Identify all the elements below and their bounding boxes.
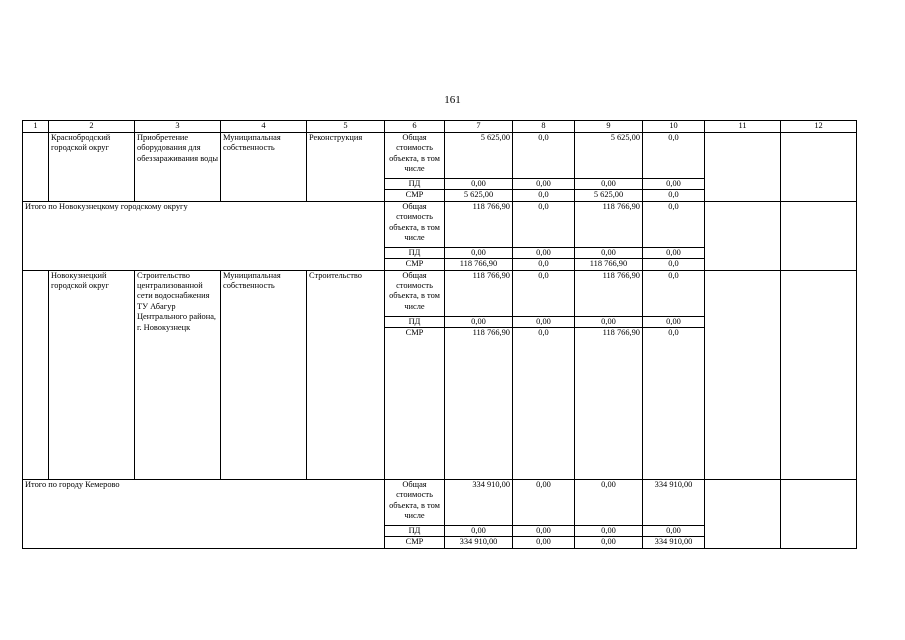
total-row (23, 201, 857, 247)
value-cell: 334 910,00 (643, 480, 705, 526)
col-header: 9 (575, 121, 643, 133)
value-cell: 0,00 (513, 179, 575, 190)
value-cell: 334 910,00 (445, 537, 513, 548)
value-cell: 0,0 (513, 133, 575, 179)
value-cell: 0,00 (513, 480, 575, 526)
work-type-cell: Строительство (307, 270, 385, 479)
value-cell: 0,00 (445, 526, 513, 537)
value-cell: 0,00 (513, 316, 575, 327)
work-type-cell: Реконструкция (307, 133, 385, 202)
value-cell: 0,00 (445, 247, 513, 258)
value-cell: 118 766,90 (445, 328, 513, 480)
indicator-cell: СМР (385, 537, 445, 548)
value-cell: 0,0 (643, 328, 705, 480)
value-cell: 0,00 (643, 179, 705, 190)
value-cell: 0,00 (575, 316, 643, 327)
page-number: 161 (444, 94, 461, 106)
value-cell: 118 766,90 (445, 201, 513, 247)
financing-table (22, 120, 857, 549)
value-cell: 118 766,90 (575, 201, 643, 247)
value-cell: 0,00 (513, 247, 575, 258)
value-cell: 0,00 (513, 526, 575, 537)
indicator-cell: СМР (385, 328, 445, 480)
value-cell: 0,00 (643, 247, 705, 258)
value-cell: 0,0 (643, 201, 705, 247)
col-header: 1 (23, 121, 49, 133)
ownership-cell: Муниципальная собственность (221, 133, 307, 202)
col-header: 3 (135, 121, 221, 133)
indicator-cell: СМР (385, 259, 445, 270)
value-cell: 0,00 (575, 480, 643, 526)
total-row (23, 480, 857, 526)
col-header: 2 (49, 121, 135, 133)
district-cell: Краснобродский городской округ (49, 133, 135, 202)
value-cell: 0,00 (513, 537, 575, 548)
value-cell: 5 625,00 (575, 133, 643, 179)
col-header: 6 (385, 121, 445, 133)
value-cell: 118 766,90 (575, 259, 643, 270)
value-cell: 0,0 (513, 259, 575, 270)
col-header: 4 (221, 121, 307, 133)
value-cell: 0,00 (575, 526, 643, 537)
indicator-cell: Общая стоимость объекта, в том числе (385, 201, 445, 247)
measure-cell: Строительство централизованной сети водоснабжения ТУ Абагур Центрального района, г. Новокузнецк (135, 270, 221, 479)
col-header: 12 (781, 121, 857, 133)
value-cell: 118 766,90 (575, 270, 643, 316)
value-cell: 0,0 (643, 190, 705, 201)
district-cell: Новокузнецкий городской округ (49, 270, 135, 479)
total-title: Итого по городу Кемерово (23, 480, 385, 549)
value-cell: 0,00 (445, 179, 513, 190)
measure-cell: Приобретение оборудования для обеззараживания воды (135, 133, 221, 202)
indicator-cell: ПД (385, 316, 445, 327)
indicator-cell: Общая стоимость объекта, в том числе (385, 270, 445, 316)
value-cell: 0,0 (513, 270, 575, 316)
value-cell: 0,00 (575, 247, 643, 258)
value-cell: 0,0 (513, 190, 575, 201)
indicator-cell: ПД (385, 247, 445, 258)
col-header: 5 (307, 121, 385, 133)
value-cell: 0,00 (575, 537, 643, 548)
value-cell: 0,0 (513, 328, 575, 480)
value-cell: 0,0 (513, 201, 575, 247)
value-cell: 0,0 (643, 270, 705, 316)
value-cell: 0,00 (575, 179, 643, 190)
ownership-cell: Муниципальная собственность (221, 270, 307, 479)
col-header: 10 (643, 121, 705, 133)
value-cell: 0,00 (643, 526, 705, 537)
value-cell: 5 625,00 (575, 190, 643, 201)
indicator-cell: СМР (385, 190, 445, 201)
indicator-cell: ПД (385, 526, 445, 537)
indicator-cell: ПД (385, 179, 445, 190)
value-cell: 5 625,00 (445, 133, 513, 179)
col-header: 8 (513, 121, 575, 133)
table-row (23, 133, 857, 179)
value-cell: 334 910,00 (445, 480, 513, 526)
value-cell: 118 766,90 (445, 259, 513, 270)
indicator-cell: Общая стоимость объекта, в том числе (385, 480, 445, 526)
value-cell: 0,00 (643, 316, 705, 327)
value-cell: 118 766,90 (445, 270, 513, 316)
value-cell: 334 910,00 (643, 537, 705, 548)
col-header: 7 (445, 121, 513, 133)
header-row (23, 121, 857, 133)
value-cell: 5 625,00 (445, 190, 513, 201)
value-cell: 118 766,90 (575, 328, 643, 480)
indicator-cell: Общая стоимость объекта, в том числе (385, 133, 445, 179)
table-row (23, 270, 857, 316)
total-title: Итого по Новокузнецкому городскому округу (23, 201, 385, 270)
value-cell: 0,0 (643, 133, 705, 179)
value-cell: 0,0 (643, 259, 705, 270)
col-header: 11 (705, 121, 781, 133)
value-cell: 0,00 (445, 316, 513, 327)
